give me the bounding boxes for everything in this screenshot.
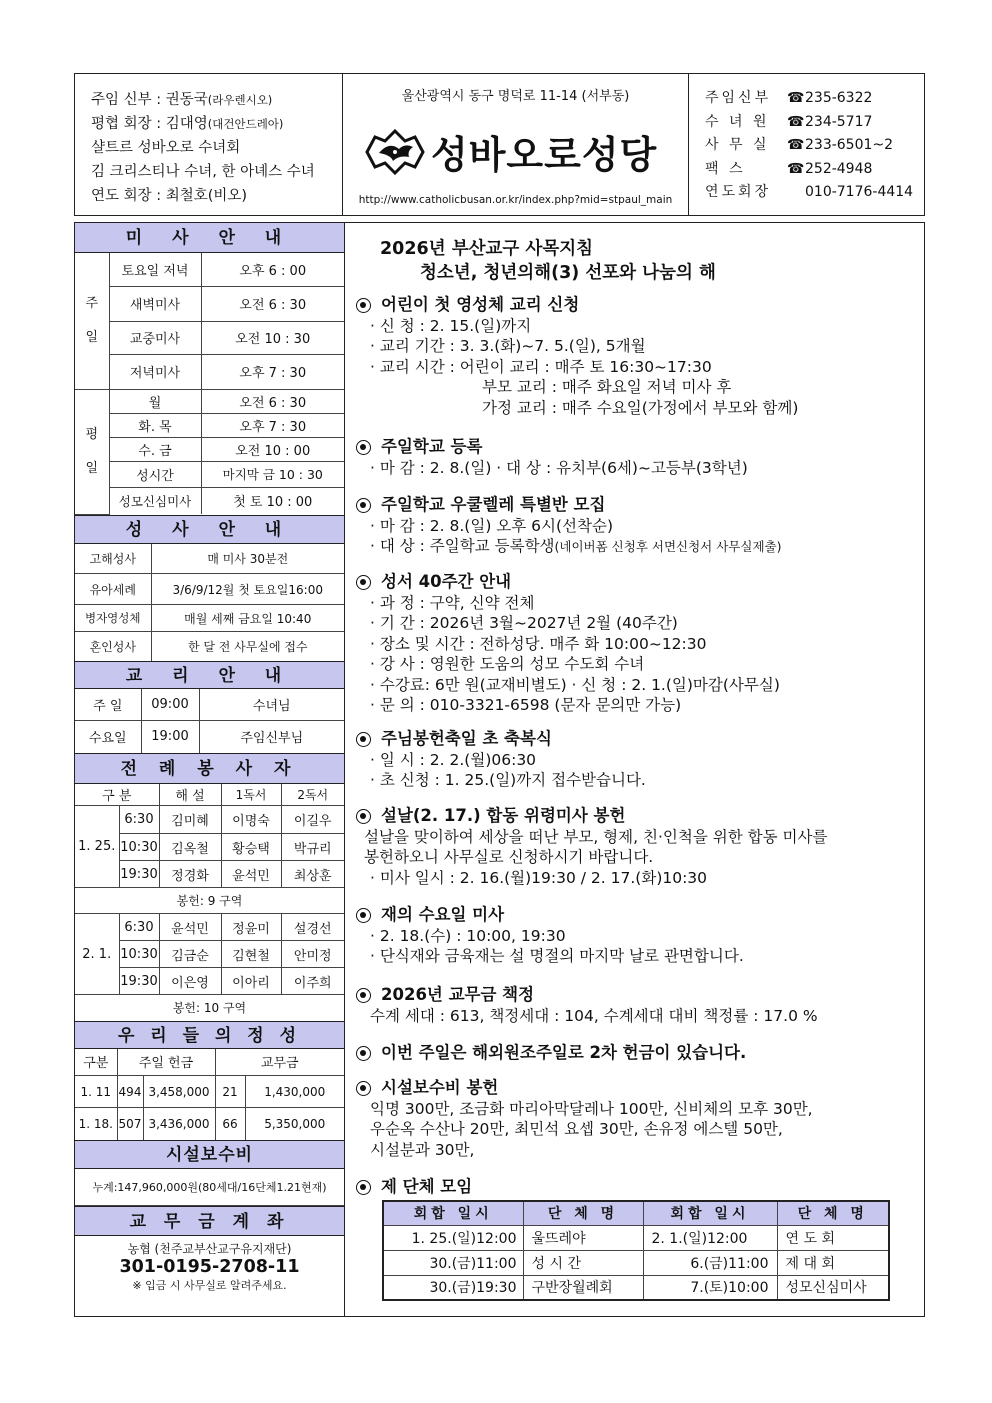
- notice-title: 재의 수요일 미사: [381, 905, 505, 924]
- notice-line: · 미사 일시 : 2. 16.(월)19:30 / 2. 17.(화)10:30: [370, 868, 708, 887]
- second-reader: 안미정: [281, 941, 344, 968]
- notice-sunday-school: [356, 437, 924, 478]
- notice-line: · 일 시 : 2. 2.(월)06:30: [370, 750, 537, 769]
- notice-title: 시설보수비 봉헌: [381, 1078, 499, 1097]
- dues-count: 66: [215, 1108, 245, 1140]
- offerings-title: 우 리 들 의 정 성: [75, 1021, 344, 1049]
- offering-district-note: 봉헌: 9 구역: [75, 888, 344, 914]
- liturgy-time: 19:30: [119, 968, 159, 995]
- group-name: 제 대 회: [777, 1250, 889, 1275]
- target-bullet-icon: [356, 809, 371, 824]
- notice-line: · 기 간 : 2026년 3월~2027년 2월 (40주간): [370, 614, 678, 632]
- notice-line: 부모 교리 : 매주 화요일 저녁 미사 후: [482, 378, 732, 396]
- mass-time: 오전 6 : 30: [201, 286, 344, 321]
- council-president: 평협 회장 : 김대영: [91, 116, 208, 132]
- sunday-offering-count: 494: [117, 1076, 143, 1108]
- meeting-datetime: 2. 1.(일)12:00: [643, 1225, 777, 1250]
- catechism-time: 19:00: [141, 721, 199, 753]
- notice-title: 2026년 교무금 책정: [381, 985, 535, 1004]
- notice-line: · 대 상 : 주일학교 등록학생: [370, 537, 555, 555]
- catechism-table: [75, 689, 344, 753]
- table-row: [383, 1225, 889, 1250]
- notice-line: · 교리 시간 : 어린이 교리 : 매주 토 16:30~17:30: [370, 357, 712, 376]
- mass-time: 오후 6 : 00: [201, 253, 344, 286]
- first-reader: 황승택: [221, 834, 281, 861]
- telephone-icon: ☎: [787, 90, 805, 106]
- contact-list: [689, 74, 924, 215]
- notice-candle-blessing: [356, 729, 924, 791]
- sisters-title: 샬트르 성바오로 수녀회: [91, 140, 241, 156]
- meeting-datetime: 7.(토)10:00: [643, 1275, 777, 1300]
- meeting-header: 회합 일시: [643, 1201, 777, 1225]
- council-baptismal-name: (대건안드레아): [207, 117, 284, 131]
- notice-title: 제 단체 모임: [381, 1177, 473, 1196]
- sacrament-value: 3/6/9/12월 첫 토요일16:00: [151, 574, 344, 605]
- account-number: 301-0195-2708-11: [119, 1256, 300, 1277]
- offering-header: 주일 헌금: [117, 1049, 215, 1076]
- notice-line: 설날을 맞이하여 세상을 떠난 부모, 형제, 친·인척을 위한 합동 미사를: [364, 827, 828, 846]
- notice-line: · 교리 기간 : 3. 3.(화)~7. 5.(일), 5개월: [370, 337, 646, 355]
- mass-name: 저녁미사: [109, 354, 201, 389]
- liturgy-date: 2. 1.: [75, 914, 119, 995]
- contact-row: 팩 스 ☎ 252-4948: [705, 158, 924, 182]
- second-reader: 박규리: [281, 834, 344, 861]
- dues-count: 21: [215, 1076, 245, 1108]
- contact-row: 수 녀 원 ☎ 234-5717: [705, 111, 924, 135]
- notice-line: · 초 신청 : 1. 25.(일)까지 접수받습니다.: [370, 771, 646, 789]
- mass-name: 수. 금: [109, 437, 201, 461]
- table-row: [383, 1275, 889, 1300]
- first-reader: 이아리: [221, 968, 281, 995]
- first-reader: 이명숙: [221, 806, 281, 834]
- sidebar: [75, 223, 345, 1316]
- target-bullet-icon: [356, 1046, 371, 1061]
- offering-header: 교무금: [215, 1049, 344, 1076]
- notice-title: 어린이 첫 영성체 교리 신청: [381, 295, 580, 314]
- offering-date: 1. 18.: [75, 1108, 117, 1140]
- notices-column: [356, 223, 924, 1316]
- first-reader: 김현철: [221, 941, 281, 968]
- sacrament-title: 성 사 안 내: [75, 515, 344, 544]
- notice-bible-study: [356, 572, 924, 716]
- liturgy-time: 6:30: [119, 914, 159, 941]
- commentator: 윤석민: [159, 914, 221, 941]
- clergy-info: [75, 74, 343, 215]
- target-bullet-icon: [356, 908, 371, 923]
- mass-time: 첫 토 10 : 00: [201, 487, 344, 514]
- deposit-note: ※ 입금 시 사무실로 알려주세요.: [132, 1278, 287, 1292]
- meeting-datetime: 30.(금)11:00: [383, 1250, 523, 1275]
- church-name: 성바오로성당: [431, 133, 658, 177]
- notice-line: · 단식재와 금육재는 설 명절의 마지막 날로 관면합니다.: [370, 947, 744, 965]
- notice-title: 주님봉헌축일 초 축복식: [381, 729, 552, 748]
- liturgy-servers-title: 전 례 봉 사 자: [75, 753, 344, 784]
- sunday-offering-amount: 3,458,000: [143, 1076, 215, 1108]
- group-name: 울뜨레야: [523, 1225, 643, 1250]
- target-bullet-icon: [356, 1081, 371, 1096]
- notice-line: 봉헌하오니 사무실로 신청하시기 바랍니다.: [364, 848, 654, 866]
- liturgy-header: 1독서: [221, 784, 281, 806]
- liturgy-date: 1. 25.: [75, 806, 119, 888]
- target-bullet-icon: [356, 440, 371, 455]
- dues-amount: 1,430,000: [245, 1076, 344, 1108]
- notice-title: 성서 40주간 안내: [381, 572, 512, 591]
- meeting-header: 회합 일시: [383, 1201, 523, 1225]
- notice-line: · 문 의 : 010-3321-6598 (문자 문의만 가능): [370, 696, 682, 714]
- meeting-header: 단 체 명: [523, 1201, 643, 1225]
- target-bullet-icon: [356, 498, 371, 513]
- sacrament-name: 병자영성체: [75, 605, 151, 632]
- group-meetings-table: [382, 1200, 890, 1301]
- sacrament-table: [75, 544, 344, 661]
- group-name: 성 시 간: [523, 1250, 643, 1275]
- mass-time: 오전 10 : 30: [201, 321, 344, 354]
- group-name: 구반장월례회: [523, 1275, 643, 1300]
- liturgy-time: 10:30: [119, 834, 159, 861]
- offerings-table: [75, 1049, 344, 1140]
- church-address: 울산광역시 동구 명덕로 11-14 (서부동): [401, 89, 630, 104]
- church-identity: [343, 74, 689, 215]
- church-logo: [365, 124, 657, 179]
- commentator: 정경화: [159, 861, 221, 888]
- liturgy-header: 2독서: [281, 784, 344, 806]
- sacrament-value: 매 미사 30분전: [151, 544, 344, 574]
- sunday-offering-count: 507: [117, 1108, 143, 1140]
- catechism-title: 교 리 안 내: [75, 661, 344, 689]
- weekday-label: 평 일: [75, 389, 109, 514]
- second-reader: 설경선: [281, 914, 344, 941]
- target-bullet-icon: [356, 988, 371, 1003]
- notice-line: · 과 정 : 구약, 신약 전체: [370, 593, 535, 612]
- notice-title: 주일학교 우쿨렐레 특별반 모집: [381, 495, 606, 514]
- group-name: 성모신심미사: [777, 1275, 889, 1300]
- catechism-time: 09:00: [141, 689, 199, 721]
- church-website-url[interactable]: http://www.catholicbusan.or.kr/index.php?mid=stpaul_main: [358, 194, 673, 206]
- sacrament-name: 고해성사: [75, 544, 151, 574]
- notice-title: 주일학교 등록: [381, 437, 483, 456]
- notice-line: 시설분과 30만,: [370, 1140, 475, 1159]
- bank-name: 농협 (천주교부산교구유지재단): [127, 1241, 292, 1256]
- phone-number: 234-5717: [805, 113, 873, 130]
- liturgy-header: 구 분: [75, 784, 159, 806]
- notice-group-meetings: [356, 1177, 924, 1198]
- sacrament-value: 한 달 전 사무실에 접수: [151, 632, 344, 661]
- sunday-offering-amount: 3,436,000: [143, 1108, 215, 1140]
- notice-line: 익명 300만, 조금화 마리아막달레나 100만, 신비체의 모후 30만,: [370, 1099, 813, 1118]
- commentator: 김미혜: [159, 806, 221, 834]
- pastor: 주임 신부 : 권동국: [91, 92, 208, 108]
- mass-name: 새벽미사: [109, 286, 201, 321]
- second-reader: 이주희: [281, 968, 344, 995]
- telephone-icon: ☎: [787, 113, 805, 130]
- target-bullet-icon: [356, 732, 371, 747]
- contact-row: 주임신부 ☎ 235-6322: [705, 87, 924, 111]
- group-name: 연 도 회: [777, 1225, 889, 1250]
- notice-line: · 신 청 : 2. 15.(일)까지: [370, 316, 532, 335]
- telephone-icon: ☎: [787, 137, 805, 153]
- target-bullet-icon: [356, 575, 371, 590]
- mass-name: 성모신심미사: [109, 487, 201, 514]
- notice-line: 가정 교리 : 매주 수요일(가정에서 부모와 함께): [482, 398, 799, 417]
- mass-time: 오전 6 : 30: [201, 389, 344, 413]
- dove-cross-icon: [365, 129, 425, 175]
- mass-time: 오후 7 : 30: [201, 413, 344, 437]
- telephone-icon: ☎: [787, 160, 805, 177]
- mass-schedule-title: 미 사 안 내: [75, 223, 344, 253]
- table-row: [383, 1250, 889, 1275]
- guideline-title: 2026년 부산교구 사목지침: [380, 239, 594, 259]
- mass-name: 월: [109, 389, 201, 413]
- notice-line: · 2. 18.(수) : 10:00, 19:30: [370, 926, 566, 945]
- liturgy-time: 19:30: [119, 861, 159, 888]
- notice-facility-donations: [356, 1078, 924, 1160]
- notice-line: · 장소 및 시간 : 전하성당. 매주 화 10:00~12:30: [370, 634, 707, 653]
- notice-line: · 마 감 : 2. 8.(일) 오후 6시(선착순): [370, 516, 614, 535]
- mass-name: 토요일 저녁: [109, 253, 201, 286]
- notice-memorial-mass: [356, 806, 924, 888]
- notice-line: · 마 감 : 2. 8.(일) · 대 상 : 유치부(6세)~고등부(3학년): [370, 458, 748, 477]
- mass-time: 오후 7 : 30: [201, 354, 344, 389]
- meeting-datetime: 6.(금)11:00: [643, 1250, 777, 1275]
- target-bullet-icon: [356, 1180, 371, 1195]
- first-reader: 정윤미: [221, 914, 281, 941]
- notice-title: 설날(2. 17.) 합동 위령미사 봉헌: [381, 806, 626, 825]
- elder-president: 연도 회장 : 최철호(비오): [91, 188, 248, 204]
- phone-number: 010-7176-4414: [805, 184, 914, 200]
- pastoral-guideline: [380, 237, 716, 285]
- liturgy-header: 해 설: [159, 784, 221, 806]
- facility-fund-title: 시설보수비: [75, 1140, 344, 1169]
- liturgy-time: 6:30: [119, 806, 159, 834]
- target-bullet-icon: [356, 298, 371, 313]
- notice-first-communion: [356, 295, 924, 418]
- second-reader: 최상훈: [281, 861, 344, 888]
- mass-name: 교중미사: [109, 321, 201, 354]
- commentator: 이은영: [159, 968, 221, 995]
- guideline-subtitle: 청소년, 청년의해(3) 선포와 나눔의 해: [420, 263, 716, 283]
- mass-name: 성시간: [109, 461, 201, 487]
- first-reader: 윤석민: [221, 861, 281, 888]
- notice-line: 수계 세대 : 613, 책정세대 : 104, 수계세대 대비 책정률 : 17.0 %: [370, 1006, 818, 1025]
- offering-date: 1. 11: [75, 1076, 117, 1108]
- offering-header: 구분: [75, 1049, 117, 1076]
- mass-schedule-table: [75, 253, 344, 515]
- notice-title: 이번 주일은 해외원조주일로 2차 헌금이 있습니다.: [381, 1043, 747, 1062]
- facility-fund-total: 누계:147,960,000원(80세대/16단체1.21현재): [75, 1169, 344, 1206]
- catechism-teacher: 수녀님: [199, 689, 344, 721]
- notice-parish-dues: [356, 985, 924, 1026]
- pastor-baptismal-name: (라우렌시오): [207, 93, 273, 107]
- meeting-datetime: 1. 25.(일)12:00: [383, 1225, 523, 1250]
- notice-line: 우순옥 수산나 20만, 최민석 요셉 30만, 손유정 에스텔 50만,: [370, 1120, 783, 1138]
- catechism-day: 주 일: [75, 689, 141, 721]
- sunday-label: 주 일: [75, 253, 109, 389]
- notice-line: · 수강료: 6만 원(교재비별도) · 신 청 : 2. 1.(일)마감(사무실): [370, 675, 780, 694]
- commentator: 김금순: [159, 941, 221, 968]
- sacrament-value: 매월 세째 금요일 10:40: [151, 605, 344, 632]
- bulletin-header: [74, 73, 925, 216]
- mass-time: 오전 10 : 00: [201, 437, 344, 461]
- meeting-header: 단 체 명: [777, 1201, 889, 1225]
- catechism-teacher: 주임신부님: [199, 721, 344, 753]
- notice-ukulele: [356, 495, 924, 558]
- mass-time: 마지막 금 10 : 30: [201, 461, 344, 487]
- catechism-day: 수요일: [75, 721, 141, 753]
- notice-second-collection: [356, 1043, 924, 1064]
- contact-row: 연도회장 010-7176-4414: [705, 181, 924, 205]
- mass-name: 화. 목: [109, 413, 201, 437]
- bulletin-body: [74, 222, 925, 1317]
- meeting-datetime: 30.(금)19:30: [383, 1275, 523, 1300]
- liturgy-servers-table: [75, 784, 344, 1021]
- phone-number: 233-6501~2: [805, 137, 894, 153]
- sisters-names: 김 크리스티나 수녀, 한 아녜스 수녀: [91, 164, 315, 180]
- offering-district-note: 봉헌: 10 구역: [75, 995, 344, 1021]
- notice-line: · 강 사 : 영원한 도움의 성모 수도회 수녀: [370, 655, 645, 673]
- notice-line-note: (네이버폼 신청후 서면신청서 사무실제출): [554, 539, 782, 554]
- commentator: 김옥철: [159, 834, 221, 861]
- notice-ash-wednesday: [356, 905, 924, 967]
- second-reader: 이길우: [281, 806, 344, 834]
- liturgy-time: 10:30: [119, 941, 159, 968]
- sacrament-name: 유아세례: [75, 574, 151, 605]
- dues-amount: 5,350,000: [245, 1108, 344, 1140]
- contact-row: 사 무 실 ☎ 233-6501~2: [705, 134, 924, 158]
- fax-number: 252-4948: [805, 160, 873, 177]
- account-title: 교 무 금 계 좌: [75, 1206, 344, 1236]
- phone-number: 235-6322: [805, 90, 873, 106]
- sacrament-name: 혼인성사: [75, 632, 151, 661]
